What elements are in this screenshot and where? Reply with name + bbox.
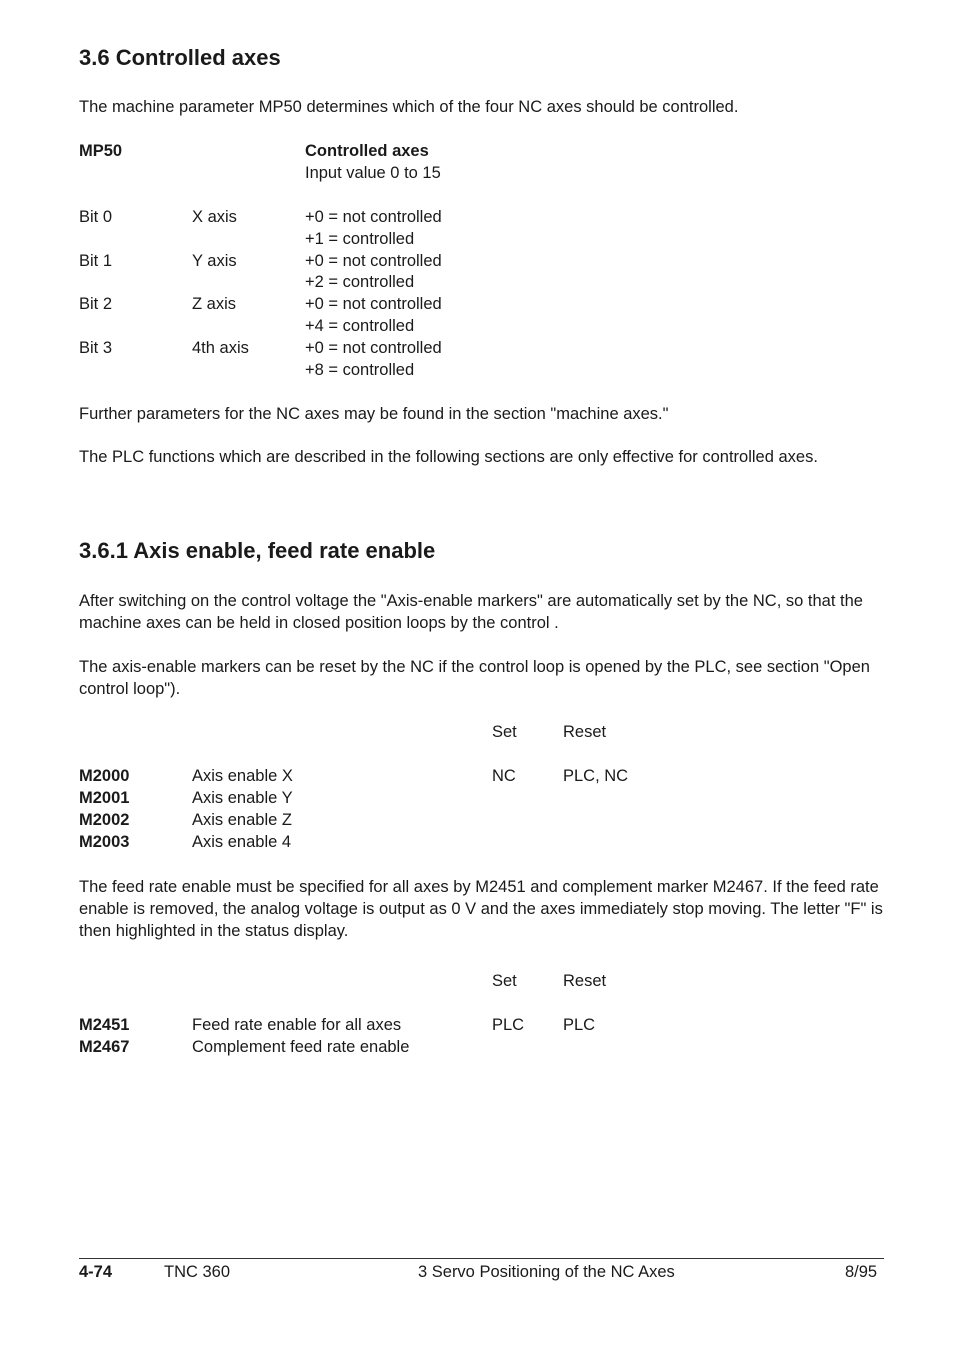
set-column-header: Set [492, 723, 517, 741]
marker-reset: PLC [563, 1016, 596, 1034]
intro-paragraph: The machine parameter MP50 determines which of the four NC axes should be controlled. [79, 98, 739, 116]
marker-code: M2467 [79, 1038, 130, 1056]
marker-code: M2003 [79, 833, 130, 851]
bit-value-off: +0 = not controlled [305, 339, 442, 357]
plc-note-paragraph: The PLC functions which are described in the following sections are only effective for controlled axes. [79, 448, 818, 466]
edition-date: 8/95 [845, 1263, 878, 1281]
product-name: TNC 360 [164, 1263, 231, 1281]
marker-code: M2002 [79, 811, 130, 829]
bit-label: Bit 1 [79, 252, 113, 270]
bit-value-off: +0 = not controlled [305, 252, 442, 270]
reset-column-header: Reset [563, 972, 607, 990]
marker-description: Complement feed rate enable [192, 1038, 410, 1056]
bit-axis: Y axis [192, 252, 237, 270]
set-column-header: Set [492, 972, 517, 990]
marker-reset: PLC, NC [563, 767, 629, 785]
mp50-input-range: Input value 0 to 15 [305, 164, 441, 182]
axis-enable-reset-paragraph: The axis-enable markers can be reset by the NC if the control loop is opened by the PLC, see section "Open control loop"). [79, 658, 870, 698]
bit-value-on: +4 = controlled [305, 317, 415, 335]
marker-set: NC [492, 767, 516, 785]
chapter-title: 3 Servo Positioning of the NC Axes [418, 1263, 675, 1281]
footer-divider [79, 1258, 884, 1259]
bit-label: Bit 2 [79, 295, 113, 313]
bit-value-off: +0 = not controlled [305, 295, 442, 313]
marker-code: M2451 [79, 1016, 130, 1034]
page-number: 4-74 [79, 1263, 113, 1281]
bit-value-on: +8 = controlled [305, 361, 415, 379]
bit-axis: 4th axis [192, 339, 249, 357]
bit-label: Bit 3 [79, 339, 113, 357]
marker-description: Axis enable Y [192, 789, 293, 807]
further-parameters-paragraph: Further parameters for the NC axes may be found in the section "machine axes." [79, 405, 669, 423]
axis-enable-paragraph: After switching on the control voltage the "Axis-enable markers" are automatically set by the NC, so that the machine axes can be held in closed position loops by the control . [79, 592, 863, 632]
feed-rate-paragraph: The feed rate enable must be specified for all axes by M2451 and complement marker M2467. If the feed rate enable is removed, the analog voltage is output as 0 V and the axes immediately stop moving. The letter "F" is then highlighted in the status display. [79, 878, 883, 940]
marker-code: M2000 [79, 767, 130, 785]
reset-column-header: Reset [563, 723, 607, 741]
marker-description: Axis enable Z [192, 811, 292, 829]
bit-axis: X axis [192, 208, 237, 226]
marker-description: Axis enable 4 [192, 833, 292, 851]
bit-value-off: +0 = not controlled [305, 208, 442, 226]
mp50-title: Controlled axes [305, 142, 429, 160]
bit-label: Bit 0 [79, 208, 113, 226]
marker-set: PLC [492, 1016, 525, 1034]
bit-value-on: +2 = controlled [305, 273, 415, 291]
bit-value-on: +1 = controlled [305, 230, 415, 248]
marker-description: Feed rate enable for all axes [192, 1016, 402, 1034]
bit-axis: Z axis [192, 295, 237, 313]
marker-description: Axis enable X [192, 767, 293, 785]
mp50-label: MP50 [79, 142, 123, 160]
subsection-heading: 3.6.1 Axis enable, feed rate enable [79, 538, 436, 563]
marker-code: M2001 [79, 789, 130, 807]
section-heading: 3.6 Controlled axes [79, 45, 281, 70]
